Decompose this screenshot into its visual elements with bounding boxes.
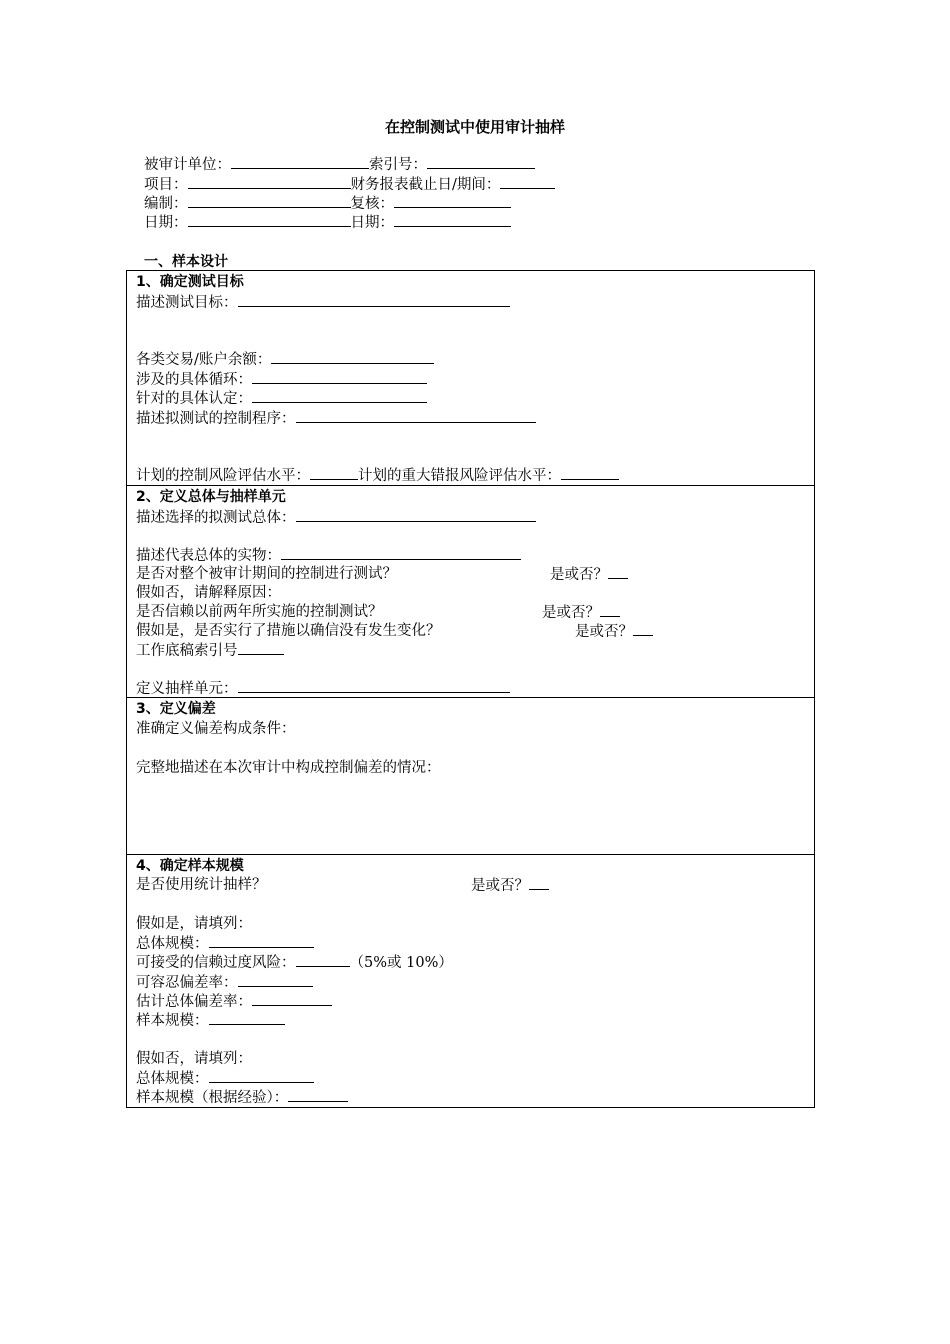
date1-field[interactable] [188, 213, 351, 227]
s1-cycle-label: 涉及的具体循环： [136, 372, 252, 388]
index-label: 索引号： [369, 157, 427, 173]
s2-yes-no-2-row [542, 603, 620, 623]
s4-expected-label: 估计总体偏差率： [136, 994, 252, 1010]
s4-pop-size-2-field[interactable] [209, 1069, 314, 1083]
s2-sampling-unit-row [136, 679, 510, 699]
prepared-field[interactable] [188, 194, 351, 208]
s1-objective-label: 描述测试目标： [136, 295, 238, 311]
s2-yes-no-1-label: 是或否？ [550, 567, 608, 583]
s1-heading: 1、确定测试目标 [136, 274, 244, 290]
s2-heading: 2、定义总体与抽样单元 [136, 489, 286, 505]
s1-procedure-label: 描述拟测试的控制程序： [136, 411, 296, 427]
s4-if-yes: 假如是，请填列： [136, 916, 252, 932]
s4-sample-size-row [136, 1011, 285, 1031]
document-title: 在控制测试中使用审计抽样 [384, 118, 565, 136]
s1-misstatement-risk-label: 计划的重大错报风险评估水平： [358, 468, 561, 484]
s4-pop-size-1-row [136, 934, 314, 954]
s2-yes-no-2-field[interactable] [600, 603, 620, 617]
s2-wp-ref-field[interactable] [238, 641, 284, 655]
s1-control-risk-field[interactable] [310, 466, 358, 480]
s4-pop-size-1-label: 总体规模： [136, 936, 209, 952]
date1-label: 日期： [144, 215, 188, 231]
s4-pop-size-2-label: 总体规模： [136, 1071, 209, 1087]
item-field[interactable] [188, 175, 351, 189]
s2-yes-no-1-field[interactable] [608, 565, 628, 579]
s2-yes-no-3-field[interactable] [633, 622, 653, 636]
s4-tolerable-label: 可容忍偏差率： [136, 975, 238, 991]
s2-population-row [136, 508, 536, 528]
s4-pop-size-1-field[interactable] [209, 934, 314, 948]
s1-cycle-field[interactable] [252, 370, 427, 384]
s4-pop-size-2-row [136, 1069, 314, 1089]
s2-prior-years-label: 是否信赖以前两年所实施的控制测试？ [136, 604, 383, 620]
s2-wp-ref-label: 工作底稿索引号 [136, 643, 238, 659]
s1-assertion-field[interactable] [252, 389, 427, 403]
s4-sample-size-label: 样本规模： [136, 1013, 209, 1029]
s2-if-no: 假如否，请解释原因： [136, 585, 281, 601]
s1-objective-field[interactable] [238, 293, 510, 307]
s2-changes-row [136, 622, 441, 641]
s4-statistical-row [136, 876, 267, 895]
s2-yes-no-1-row [550, 565, 628, 585]
header-row-4 [144, 213, 511, 233]
s4-tolerable-row [136, 973, 313, 993]
s4-expected-field[interactable] [252, 992, 332, 1006]
s2-whole-period-row [136, 565, 397, 584]
reviewed-field[interactable] [394, 194, 511, 208]
s2-sampling-unit-label: 定义抽样单元： [136, 681, 238, 697]
row-divider-3 [126, 854, 815, 855]
s4-statistical-label: 是否使用统计抽样？ [136, 877, 267, 893]
s4-sample-size-exp-label: 样本规模（根据经验）： [136, 1090, 289, 1106]
s2-physical-field[interactable] [281, 546, 521, 560]
s4-yes-no-field[interactable] [529, 876, 549, 890]
period-field[interactable] [500, 175, 555, 189]
s1-control-risk-label: 计划的控制风险评估水平： [136, 468, 310, 484]
s2-population-label: 描述选择的拟测试总体： [136, 510, 296, 526]
auditee-field[interactable] [231, 155, 369, 169]
s4-yes-no-row [471, 876, 549, 896]
s3-accurate: 准确定义偏差构成条件： [136, 721, 296, 737]
header-row-3 [144, 194, 511, 214]
section-heading-sample-design: 一、样本设计 [144, 254, 228, 270]
s2-physical-row [136, 546, 521, 566]
s4-yes-no-label: 是或否？ [471, 878, 529, 894]
s4-if-no: 假如否，请填列： [136, 1051, 252, 1067]
s1-balance-field[interactable] [271, 350, 434, 364]
s1-balance-label: 各类交易/账户余额： [136, 352, 272, 368]
s3-complete: 完整地描述在本次审计中构成控制偏差的情况： [136, 760, 441, 776]
s2-wp-ref-row [136, 641, 284, 661]
s4-risk-field[interactable] [296, 953, 350, 967]
s2-whole-period-label: 是否对整个被审计期间的控制进行测试？ [136, 566, 397, 582]
s4-risk-label: 可接受的信赖过度风险： [136, 955, 296, 971]
s4-heading: 4、确定样本规模 [136, 858, 244, 874]
s1-procedure-row [136, 409, 536, 429]
s1-misstatement-risk-field[interactable] [561, 466, 619, 480]
s1-objective-row [136, 293, 510, 313]
s2-yes-no-3-row [575, 622, 653, 642]
period-label: 财务报表截止日/期间： [350, 177, 501, 193]
s2-prior-years-row [136, 603, 383, 622]
s4-risk-range: （5%或 10%） [349, 955, 453, 971]
s2-yes-no-3-label: 是或否？ [575, 624, 633, 640]
s4-sample-size-exp-field[interactable] [288, 1088, 348, 1102]
prepared-label: 编制： [144, 196, 188, 212]
s1-balance-row [136, 350, 434, 370]
s3-heading: 3、定义偏差 [136, 701, 216, 717]
date2-field[interactable] [394, 213, 511, 227]
header-row-1 [144, 155, 535, 175]
s1-assertion-row [136, 389, 427, 409]
s4-expected-row [136, 992, 332, 1012]
s4-sample-size-field[interactable] [209, 1011, 285, 1025]
s4-sample-size-exp-row [136, 1088, 348, 1108]
s1-risk-row [136, 466, 619, 486]
s1-cycle-row [136, 370, 427, 390]
s1-assertion-label: 针对的具体认定： [136, 391, 252, 407]
index-field[interactable] [427, 155, 535, 169]
s4-risk-row [136, 953, 453, 973]
item-label: 项目： [144, 177, 188, 193]
s2-changes-label: 假如是，是否实行了措施以确信没有发生变化？ [136, 623, 441, 639]
s2-sampling-unit-field[interactable] [238, 679, 510, 693]
header-row-2 [144, 175, 555, 195]
s4-tolerable-field[interactable] [238, 973, 313, 987]
s2-physical-label: 描述代表总体的实物： [136, 548, 281, 564]
date2-label: 日期： [350, 215, 394, 231]
reviewed-label: 复核： [350, 196, 394, 212]
s2-population-field[interactable] [296, 508, 536, 522]
auditee-label: 被审计单位： [144, 157, 231, 173]
s2-yes-no-2-label: 是或否？ [542, 605, 600, 621]
s1-procedure-field[interactable] [296, 409, 536, 423]
